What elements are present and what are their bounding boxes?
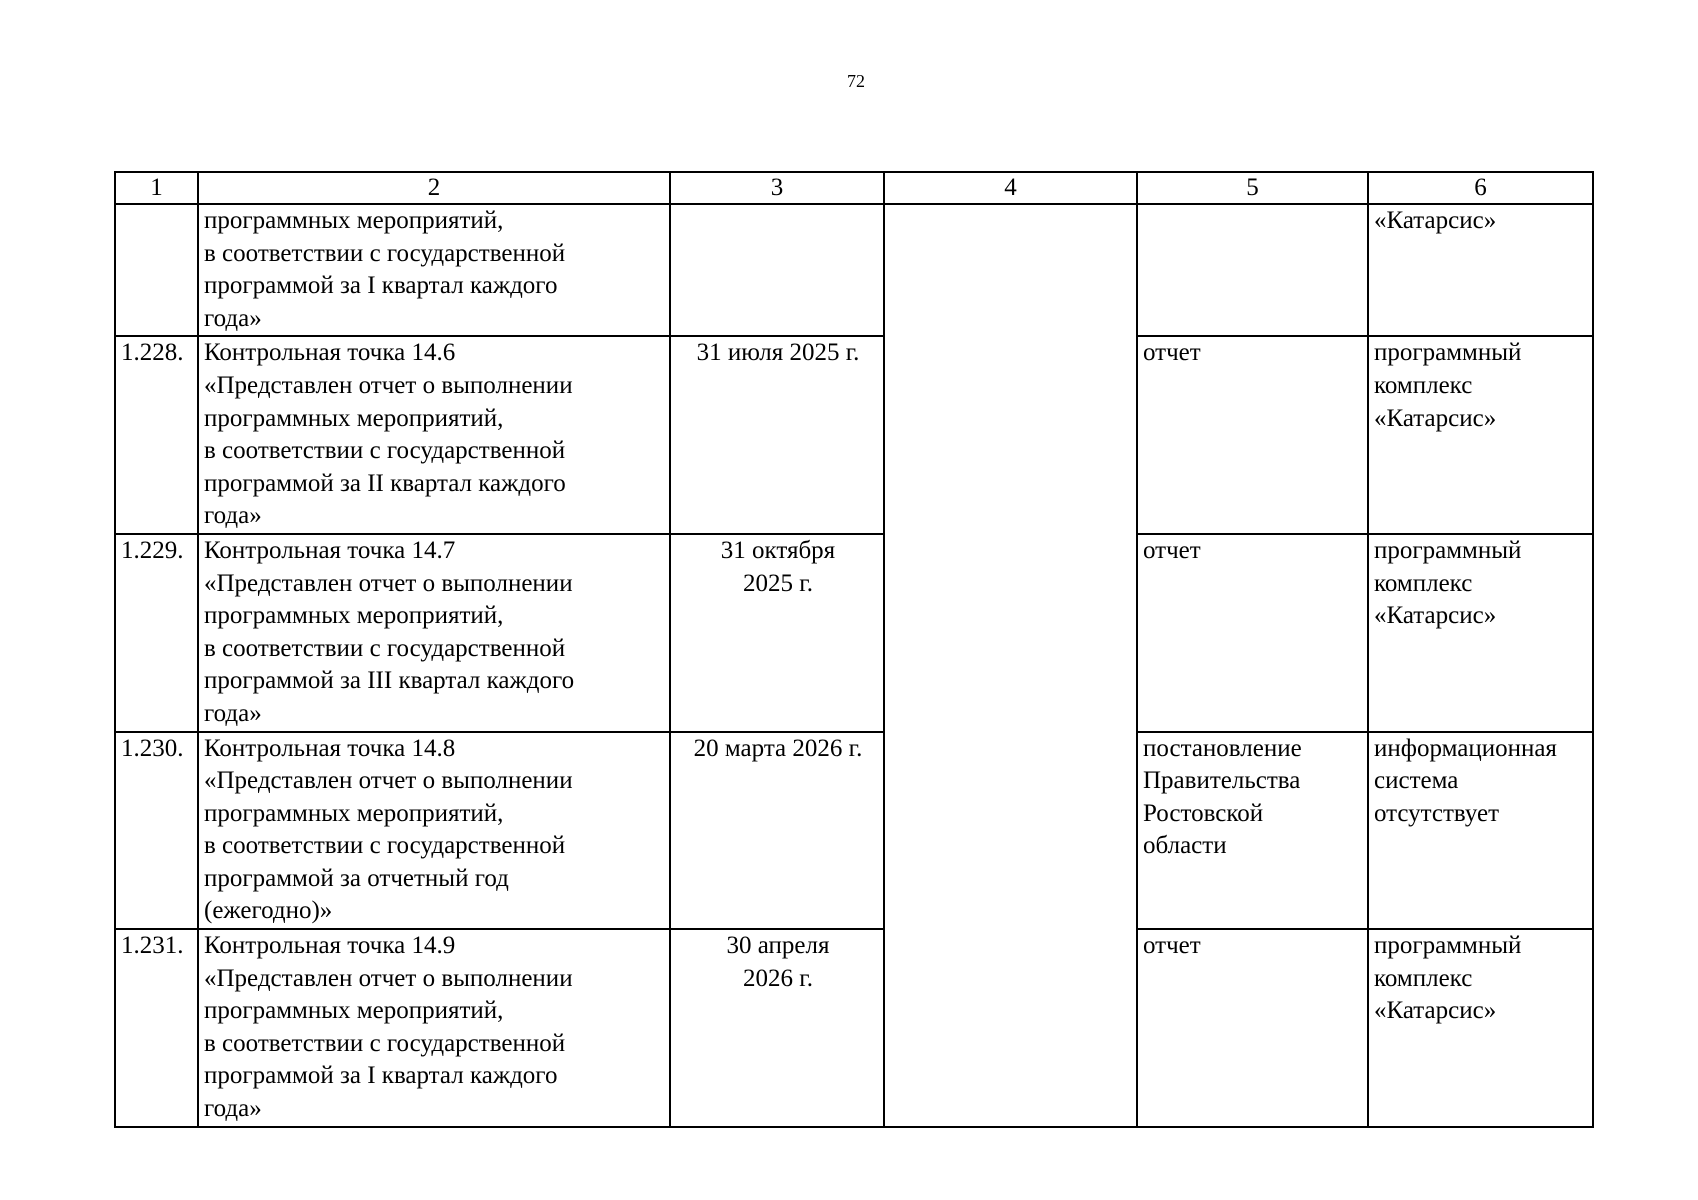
cell-text-line: 2025 г. [743,569,813,597]
row-description [198,534,670,732]
cell-text-line: программный [1374,932,1522,960]
table-row-continued [115,204,1593,336]
row-information-system [1368,204,1593,336]
row-information-system [1368,929,1593,1127]
cell-text-line: программой за III квартал каждого [204,667,575,695]
cell-text-line: 30 апреля [726,932,830,960]
row-information-system [1368,336,1593,534]
cell-text-line: постановление [1143,734,1302,762]
cell-text-line: Контрольная точка 14.7 [204,536,456,564]
row-date [670,929,884,1127]
cell-text-line: 20 марта 2026 г. [693,734,863,762]
column-header-1: 1 [115,172,198,204]
cell-text-line: «Катарсис» [1374,997,1497,1025]
cell-text-line: года» [204,304,262,332]
cell-text-line: отчет [1143,536,1201,564]
cell-text-line: программных мероприятий, [204,997,504,1025]
cell-text-line: «Представлен отчет о выполнении [204,569,573,597]
table-row [115,534,1593,732]
cell-text-line: «Представлен отчет о выполнении [204,767,573,795]
row-date [670,732,884,930]
table-row [115,732,1593,930]
cell-text-line: программных мероприятий, [204,207,504,234]
responsible-executor-cell [884,204,1137,1127]
row-document-type [1137,732,1368,930]
column-number-row [115,172,1593,204]
cell-text-line: Ростовской [1143,799,1264,827]
cell-text-line: в соответствии с государственной [204,437,566,465]
cell-text-line: «Представлен отчет о выполнении [204,371,573,399]
row-number [115,204,198,336]
row-description [198,732,670,930]
row-description [198,204,670,336]
row-date [670,534,884,732]
cell-text-line: программный [1374,536,1522,564]
row-document-type [1137,534,1368,732]
cell-text-line: 31 октября [720,536,836,564]
column-header-6: 6 [1368,172,1593,204]
row-date [670,204,884,336]
row-date [670,336,884,534]
cell-text-line: в соответствии с государственной [204,634,566,662]
cell-text-line: программой за отчетный год [204,864,509,892]
cell-text-line: комплекс [1374,569,1473,597]
row-information-system [1368,534,1593,732]
cell-text-line: программных мероприятий, [204,404,504,432]
cell-text-line: система [1374,767,1459,795]
cell-text-line: года» [204,502,262,530]
cell-text-line: Контрольная точка 14.6 [204,339,456,367]
column-header-4: 4 [884,172,1137,204]
column-header-5: 5 [1137,172,1368,204]
cell-text-line: области [1143,832,1227,860]
row-document-type [1137,929,1368,1127]
cell-text-line: (ежегодно)» [204,897,333,925]
row-number: 1.230. [115,732,198,930]
cell-text-line: в соответствии с государственной [204,1029,566,1057]
cell-text-line: «Катарсис» [1374,602,1497,630]
cell-text-line: отчет [1143,339,1201,367]
cell-text-line: «Катарсис» [1374,404,1497,432]
cell-text-line: 31 июля 2025 г. [696,339,860,367]
cell-text-line: Контрольная точка 14.9 [204,932,456,960]
cell-text-line: в соответствии с государственной [204,832,566,860]
row-information-system [1368,732,1593,930]
table-row [115,929,1593,1127]
row-document-type [1137,336,1368,534]
cell-text-line: Контрольная точка 14.8 [204,734,456,762]
control-points-table [114,171,1594,1128]
column-header-3: 3 [670,172,884,204]
row-description [198,929,670,1127]
cell-text-line: отсутствует [1374,799,1500,827]
row-description [198,336,670,534]
cell-text-line: «Представлен отчет о выполнении [204,964,573,992]
column-header-2: 2 [198,172,670,204]
cell-text-line: года» [204,1095,262,1123]
row-number: 1.228. [115,336,198,534]
cell-text-line: 2026 г. [743,964,813,992]
cell-text-line: отчет [1143,932,1201,960]
page-number: 72 [847,71,865,91]
cell-text-line: программой за II квартал каждого [204,469,566,497]
cell-text-line: информационная [1374,734,1557,762]
cell-text-line: Правительства [1143,767,1301,795]
cell-text-line: комплекс [1374,964,1473,992]
cell-text-line: «Катарсис» [1374,207,1497,234]
cell-text-line: программой за I квартал каждого [204,1062,558,1090]
row-number: 1.229. [115,534,198,732]
cell-text-line: комплекс [1374,371,1473,399]
cell-text-line: программой за I квартал каждого [204,272,558,300]
cell-text-line: года» [204,699,262,727]
row-number: 1.231. [115,929,198,1127]
table-row [115,336,1593,534]
cell-text-line: программных мероприятий, [204,602,504,630]
cell-text-line: программный [1374,339,1522,367]
cell-text-line: в соответствии с государственной [204,239,566,267]
cell-text-line: программных мероприятий, [204,799,504,827]
row-document-type [1137,204,1368,336]
